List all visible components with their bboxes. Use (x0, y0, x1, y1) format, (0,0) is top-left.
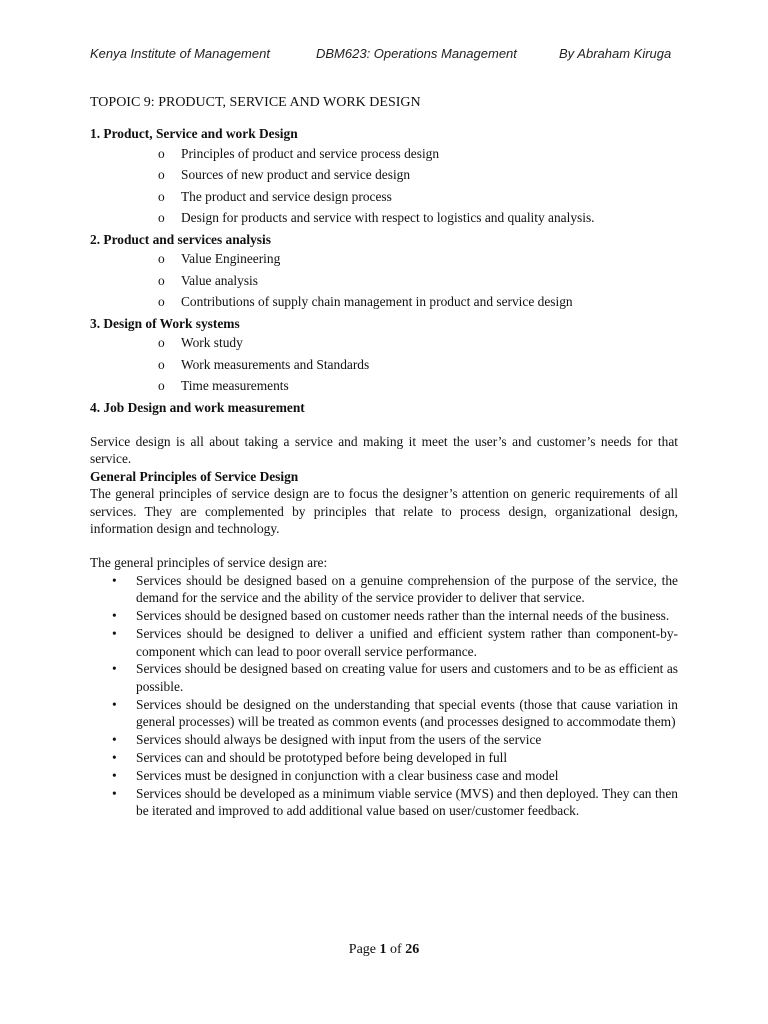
bullet-marker: • (112, 749, 117, 765)
sub-marker: o (158, 294, 165, 310)
list-item: o The product and service design process (90, 186, 678, 208)
section-subitems (90, 143, 678, 229)
list-item: • Services should always be designed with input from the users of the service (112, 732, 542, 748)
sub-marker: o (158, 272, 165, 288)
principles-heading: General Principles of Service Design (90, 468, 299, 484)
sub-marker: o (158, 167, 165, 183)
topic-title: TOPOIC 9: PRODUCT, SERVICE AND WORK DESIGN (90, 95, 421, 110)
list-intro: The general principles of service design are: (90, 555, 328, 571)
list-item: • Services should be designed to deliver a unified and efficient system rather than component-by-component which can lead to poor overall service performance. (112, 626, 678, 659)
list-item: • Services can and should be prototyped before being developed in full (112, 749, 508, 765)
bullet-marker: • (112, 767, 117, 783)
list-item: • Services should be developed as a minimum viable service (MVS) and then deployed. They can then be iterated and improved to add additional value based on user/customer feedback. (112, 785, 678, 819)
list-item: o Time measurements (90, 375, 678, 397)
sub-marker: o (158, 188, 165, 204)
sub-marker: o (158, 251, 165, 267)
list-item: • Services should be designed based on customer needs rather than the internal needs of the business. (112, 608, 670, 624)
section-subitems (90, 332, 678, 397)
section-heading: 1. Product, Service and work Design (90, 126, 298, 142)
intro-paragraph: Service design is all about taking a service and making it meet the user’s and customer’s needs for that service. (90, 434, 678, 467)
section-heading: 4. Job Design and work measurement (90, 399, 305, 415)
list-item: o Principles of product and service process design (90, 143, 678, 165)
bullet-marker: • (112, 572, 117, 588)
sub-marker: o (158, 378, 165, 394)
list-item: o Design for products and service with respect to logistics and quality analysis. (90, 207, 678, 229)
page-content (90, 94, 678, 820)
page-total: 26 (405, 942, 420, 957)
list-item: o Value analysis (90, 270, 678, 292)
section-heading: 3. Design of Work systems (90, 315, 240, 331)
bullet-marker: • (112, 785, 117, 801)
list-item: o Work measurements and Standards (90, 354, 678, 376)
bullet-marker: • (112, 608, 117, 624)
sub-marker: o (158, 145, 165, 161)
header-author: By Abraham Kiruga (559, 46, 672, 61)
page-label: Page (348, 942, 380, 957)
list-item: • Services must be designed in conjunction with a clear business case and model (112, 767, 559, 783)
list-item: • Services should be designed on the understanding that special events (those that cause variation in general processes) will be treated as common events (and processes designed to accommodate them) (112, 696, 678, 730)
list-item: o Sources of new product and service design (90, 164, 678, 186)
header-course: DBM623: Operations Management (316, 46, 517, 61)
page-of: of (386, 942, 406, 957)
header-institution: Kenya Institute of Management (90, 46, 270, 61)
bullet-marker: • (112, 626, 117, 642)
sub-marker: o (158, 356, 165, 372)
list-item: o Contributions of supply chain management in product and service design (90, 291, 678, 313)
page-footer (0, 942, 768, 958)
section-heading: 2. Product and services analysis (90, 231, 271, 247)
page-current: 1 (379, 942, 387, 957)
bullet-marker: • (112, 661, 117, 677)
sub-marker: o (158, 335, 165, 351)
page-header (0, 46, 768, 66)
principles-paragraph: The general principles of service design are to focus the designer’s attention on generic requirements of all services. They are complemented by principles that relate to process design, organizational design, information design and technology. (90, 486, 678, 537)
section-subitems (90, 248, 678, 313)
sub-marker: o (158, 210, 165, 226)
bullet-marker: • (112, 732, 117, 748)
spacer (90, 416, 678, 433)
spacer (90, 537, 678, 554)
principles-list (90, 572, 678, 820)
list-item: • Services should be designed based on creating value for users and customers and to be as efficient as possible. (112, 661, 678, 694)
list-item: o Work study (90, 332, 678, 354)
bullet-marker: • (112, 696, 117, 712)
list-item: o Value Engineering (90, 248, 678, 270)
list-item: • Services should be designed based on a genuine comprehension of the purpose of the service, the demand for the service and the ability of the service provider to deliver that service. (112, 572, 678, 606)
